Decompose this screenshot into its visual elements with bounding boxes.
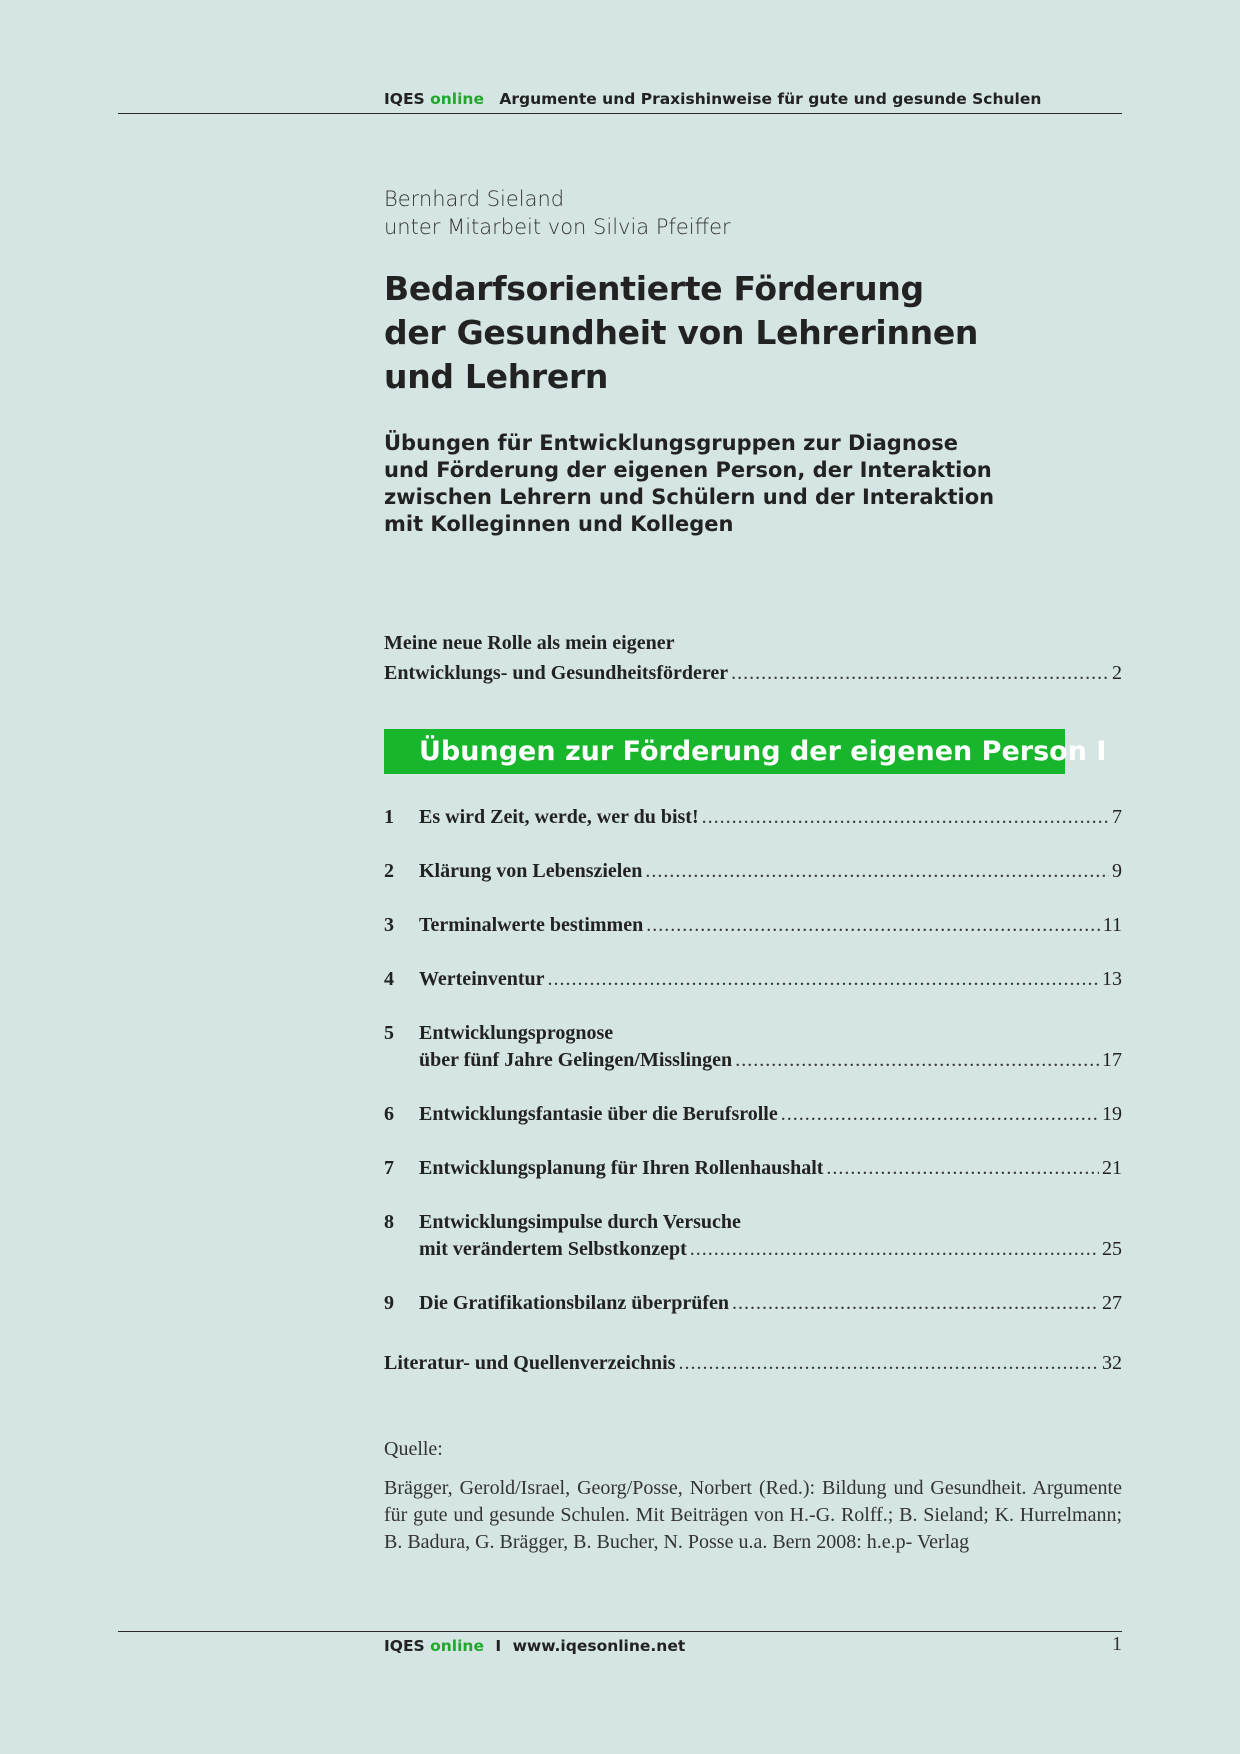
header-tagline: Argumente und Praxishinweise für gute und gesunde Schulen (499, 90, 1042, 108)
toc-page-number: 27 (1102, 1292, 1122, 1314)
toc-entry-title: Die Gratifikationsbilanz überprüfen (419, 1292, 730, 1314)
toc-leader (690, 1236, 1099, 1263)
toc-leader (645, 858, 1109, 885)
header-brand-iqes: IQES (384, 90, 425, 108)
toc-page-number: 21 (1102, 1157, 1122, 1179)
toc-intro-line2 (384, 658, 1122, 688)
toc-page-number: 32 (1102, 1352, 1122, 1374)
toc-entry-6[interactable] (384, 1101, 1122, 1128)
toc-page-number: 13 (1102, 968, 1122, 990)
author-collaboration: unter Mitarbeit von Silvia Pfeiffer (384, 215, 731, 239)
toc-entry-title: Werteinventur (419, 968, 545, 990)
toc-entry-title: Terminalwerte bestimmen (419, 914, 644, 936)
toc-leader (731, 658, 1109, 688)
toc-leader (732, 1290, 1099, 1317)
source-citation: Brägger, Gerold/Israel, Georg/Posse, Norbert (Red.): Bildung und Gesundheit. Argumente für gute und gesunde Schulen. Mit Beiträgen von H.-G. Rolff.; B. Sieland; K. Hurrelmann; B. Badura, G. Brägger, B. Bucher, N. Posse u.a. Bern 2008: h.e.p- Verlag (384, 1477, 1122, 1553)
author-name: Bernhard Sieland (384, 187, 565, 211)
toc-entry-4[interactable] (384, 966, 1122, 993)
toc-leader (548, 966, 1099, 993)
toc-leader (735, 1047, 1099, 1074)
toc-leader (646, 912, 1100, 939)
toc-leader (702, 804, 1109, 831)
toc-entry-number: 9 (384, 1292, 394, 1314)
toc-entry-title: Klärung von Lebenszielen (419, 860, 643, 882)
toc-entry-number: 8 (384, 1211, 394, 1233)
author-block (384, 185, 731, 241)
toc-entry-title: Entwicklungsplanung für Ihren Rollenhaushalt (419, 1157, 824, 1179)
toc-intro-entry[interactable] (384, 628, 1122, 688)
toc-entry-title: Entwicklungsprognose (419, 1022, 614, 1044)
document-subtitle (384, 430, 994, 538)
footer-rule (118, 1631, 1122, 1632)
toc-entry-number: 3 (384, 914, 394, 936)
toc-entry-number: 2 (384, 860, 394, 882)
page-header (384, 90, 1041, 108)
toc-page-number: 2 (1112, 662, 1122, 684)
title-line: Bedarfsorientierte Förderung (384, 269, 924, 308)
title-line: und Lehrern (384, 357, 609, 396)
toc-entry-title-cont: mit verändertem Selbstkonzept (419, 1238, 687, 1260)
header-brand-online: online (430, 90, 484, 108)
toc-entry-2[interactable] (384, 858, 1122, 885)
subtitle-line: Übungen für Entwicklungsgruppen zur Diagnose (384, 431, 958, 455)
toc-leader (781, 1101, 1099, 1128)
toc-intro-line1: Meine neue Rolle als mein eigener (384, 632, 675, 654)
toc-entry-number: 5 (384, 1022, 394, 1044)
toc-entry-title-cont: über fünf Jahre Gelingen/Misslingen (419, 1049, 733, 1071)
subtitle-line: und Förderung der eigenen Person, der Interaktion (384, 458, 992, 482)
page-footer (384, 1637, 685, 1655)
toc-entry-number: 4 (384, 968, 394, 990)
toc-entry-9[interactable] (384, 1290, 1122, 1317)
footer-brand-iqes: IQES (384, 1637, 425, 1655)
footer-brand-online: online (430, 1637, 484, 1655)
source-label: Quelle: (384, 1438, 443, 1460)
toc-entry-1[interactable] (384, 804, 1122, 831)
toc-entry-3[interactable] (384, 912, 1122, 939)
subtitle-line: mit Kolleginnen und Kollegen (384, 512, 734, 536)
toc-entry-number: 7 (384, 1157, 394, 1179)
footer-separator: I (495, 1637, 502, 1655)
toc-page-number: 17 (1102, 1049, 1122, 1071)
toc-literature-entry[interactable] (384, 1350, 1122, 1377)
toc-entry-title: Entwicklungsfantasie über die Berufsrolle (419, 1103, 778, 1125)
toc-entry-title: Entwicklungsimpulse durch Versuche (419, 1211, 741, 1233)
toc-literature-label: Literatur- und Quellenverzeichnis (384, 1352, 676, 1374)
toc-page-number: 11 (1102, 914, 1122, 936)
toc-leader (678, 1350, 1099, 1377)
section-heading-banner: Übungen zur Förderung der eigenen Person I (384, 729, 1065, 774)
toc-entry-number: 1 (384, 806, 394, 828)
title-line: der Gesundheit von Lehrerinnen (384, 313, 979, 352)
subtitle-line: zwischen Lehrern und Schülern und der Interaktion (384, 485, 995, 509)
toc-entry-title: Es wird Zeit, werde, wer du bist! (419, 806, 699, 828)
document-title (384, 267, 978, 399)
toc-page-number: 25 (1102, 1238, 1122, 1260)
toc-page-number: 19 (1102, 1103, 1122, 1125)
toc-list (384, 804, 1122, 1344)
toc-intro-label: Entwicklungs- und Gesundheitsförderer (384, 662, 729, 684)
header-rule (118, 113, 1122, 114)
toc-page-number: 7 (1112, 806, 1122, 828)
toc-leader (826, 1155, 1099, 1182)
footer-url-link[interactable]: www.iqesonline.net (512, 1637, 686, 1655)
toc-page-number: 9 (1112, 860, 1122, 882)
toc-entry-number: 6 (384, 1103, 394, 1125)
toc-entry-8[interactable] (384, 1209, 1122, 1263)
toc-entry-5[interactable] (384, 1020, 1122, 1074)
page-number: 1 (1112, 1633, 1122, 1655)
toc-entry-7[interactable] (384, 1155, 1122, 1182)
